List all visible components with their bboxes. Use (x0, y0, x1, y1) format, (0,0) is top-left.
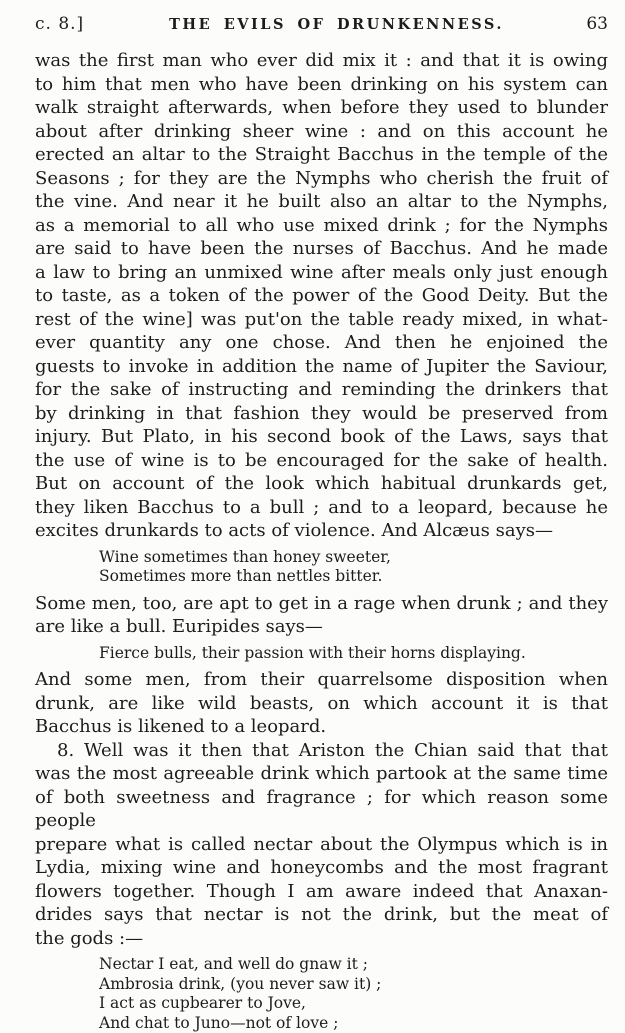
text-line: by drinking in that fashion they would be preserved from (35, 402, 608, 426)
text-line: flowers together. Though I am aware indeed that Anaxan- (35, 880, 608, 904)
text-line: But on account of the look which habitual drunkards get, (35, 472, 608, 496)
text-line: are like a bull. Euripides says— (35, 615, 608, 639)
text-line: ever quantity any one chose. And then he enjoined the (35, 331, 608, 355)
text-line: injury. But Plato, in his second book of the Laws, says that (35, 425, 608, 449)
text-line: of both sweetness and fragrance ; for which reason some people (35, 786, 608, 833)
page-header (35, 14, 608, 34)
text-line: the use of wine is to be encouraged for the sake of health. (35, 449, 608, 473)
verse-line: Fierce bulls, their passion with their horns displaying. (35, 644, 608, 664)
text-line: to him that men who have been drinking on his system can (35, 73, 608, 97)
page-body (35, 49, 608, 1033)
text-line: they liken Bacchus to a bull ; and to a leopard, because he (35, 496, 608, 520)
text-line: the gods :— (35, 927, 608, 951)
verse-line: Wine sometimes than honey sweeter, (35, 548, 608, 568)
verse-line: Ambrosia drink, (you never saw it) ; (35, 975, 608, 995)
text-line: Seasons ; for they are the Nymphs who cherish the fruit of (35, 167, 608, 191)
text-line: 8. Well was it then that Ariston the Chian said that that (35, 739, 608, 763)
text-line: a law to bring an unmixed wine after meals only just enough (35, 261, 608, 285)
verse-line: Sometimes more than nettles bitter. (35, 567, 608, 587)
chapter-marker: c. 8.] (35, 14, 127, 34)
text-line: erected an altar to the Straight Bacchus in the temple of the (35, 143, 608, 167)
text-line: are said to have been the nurses of Bacchus. And he made (35, 237, 608, 261)
text-line: walk straight afterwards, when before they used to blunder (35, 96, 608, 120)
text-line: for the sake of instructing and reminding the drinkers that (35, 378, 608, 402)
text-line: Bacchus is likened to a leopard. (35, 715, 608, 739)
text-line: about after drinking sheer wine : and on this account he (35, 120, 608, 144)
text-line: was the first man who ever did mix it : and that it is owing (35, 49, 608, 73)
text-line: drides says that nectar is not the drink, but the meat of (35, 903, 608, 927)
running-title: THE EVILS OF DRUNKENNESS. (127, 16, 546, 33)
text-line: was the most agreeable drink which partook at the same time (35, 762, 608, 786)
text-line: Some men, too, are apt to get in a rage when drunk ; and they (35, 592, 608, 616)
text-line: as a memorial to all who use mixed drink ; for the Nymphs (35, 214, 608, 238)
text-line: And some men, from their quarrelsome disposition when (35, 668, 608, 692)
page-number: 63 (546, 14, 608, 34)
text-line: guests to invoke in addition the name of Jupiter the Saviour, (35, 355, 608, 379)
text-line: prepare what is called nectar about the Olympus which is in (35, 833, 608, 857)
verse-line: Nectar I eat, and well do gnaw it ; (35, 955, 608, 975)
verse-line: And chat to Juno—not of love ; (35, 1014, 608, 1033)
text-line: to taste, as a token of the power of the Good Deity. But the (35, 284, 608, 308)
text-line: the vine. And near it he built also an altar to the Nymphs, (35, 190, 608, 214)
text-line: Lydia, mixing wine and honeycombs and the most fragrant (35, 856, 608, 880)
text-line: rest of the wine] was put'on the table ready mixed, in what- (35, 308, 608, 332)
text-line: drunk, are like wild beasts, on which account it is that (35, 692, 608, 716)
text-line: excites drunkards to acts of violence. And Alcæus says— (35, 519, 608, 543)
verse-line: I act as cupbearer to Jove, (35, 994, 608, 1014)
